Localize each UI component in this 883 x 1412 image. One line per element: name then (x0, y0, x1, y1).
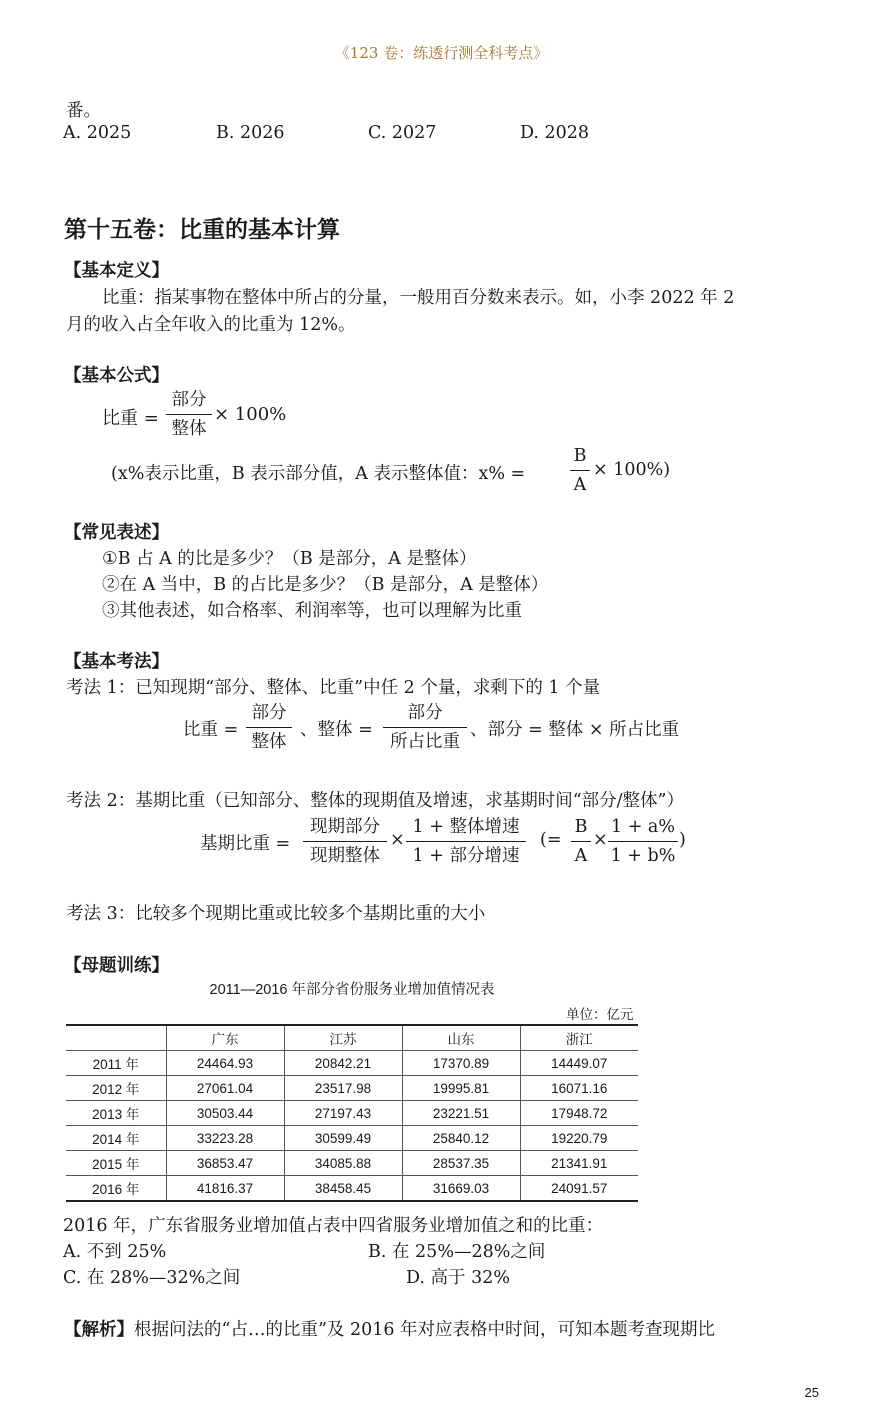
table-cell: 31669.03 (402, 1176, 520, 1202)
formula-fraction (166, 388, 212, 441)
fraction-denominator: 1 + 部分增速 (412, 846, 520, 866)
fraction-denominator: 所占比重 (390, 732, 460, 752)
method-1-ratio-fraction (246, 701, 292, 754)
expression-item-3: ③其他表述，如合格率、利润率等，也可以理解为比重 (102, 601, 522, 621)
formula-lhs: 比重 = (102, 408, 159, 429)
practice-heading: 【母题训练】 (64, 956, 169, 976)
table-header-row (66, 1025, 638, 1051)
table-row (66, 1176, 638, 1202)
column-header: 广东 (166, 1025, 284, 1051)
table-cell: 27197.43 (284, 1101, 402, 1126)
method-1-whole-lhs: 、整体 = (300, 720, 373, 740)
table-cell: 17948.72 (520, 1101, 638, 1126)
question-option-d: D. 高于 32% (406, 1268, 510, 1288)
fraction-bar (608, 841, 678, 842)
fraction-numerator: 现期部分 (310, 817, 380, 837)
page-number: 25 (804, 1385, 819, 1400)
fraction-bar (570, 470, 590, 471)
expressions-heading: 【常见表述】 (64, 523, 169, 543)
fraction-numerator: 部分 (251, 703, 287, 723)
definition-line-2: 月的收入占全年收入的比重为 12%。 (66, 315, 356, 335)
table-row (66, 1051, 638, 1076)
previous-question-tail: 番。 (66, 101, 101, 121)
methods-heading: 【基本考法】 (64, 652, 169, 672)
column-header: 江苏 (284, 1025, 402, 1051)
table-cell: 21341.91 (520, 1151, 638, 1176)
fraction-bar (246, 727, 292, 728)
fraction-bar (406, 841, 526, 842)
analysis-text: 根据问法的“占…的比重”及 2016 年对应表格中时间，可知本题考查现期比 (134, 1320, 716, 1340)
method-2-fraction-2 (406, 815, 526, 868)
question-option-b: B. 在 25%—28%之间 (368, 1242, 546, 1262)
table-cell: 19995.81 (402, 1076, 520, 1101)
table-cell: 2012 年 (66, 1076, 166, 1101)
table-cell: 16071.16 (520, 1076, 638, 1101)
question-option-c: C. 在 28%—32%之间 (63, 1268, 241, 1288)
table-cell: 2016 年 (66, 1176, 166, 1202)
fraction-denominator: 整体 (251, 732, 287, 752)
table-unit: 单位：亿元 (566, 1007, 634, 1022)
method-2-multiply-2: × (593, 830, 608, 850)
table-cell: 24091.57 (520, 1176, 638, 1202)
method-1-text: 考法 1：已知现期“部分、整体、比重”中任 2 个量，求剩下的 1 个量 (66, 678, 601, 698)
method-3-text: 考法 3：比较多个现期比重或比较多个基期比重的大小 (66, 904, 486, 924)
analysis-label: 【解析】 (64, 1320, 134, 1340)
expression-item-2: ②在 A 当中，B 的占比是多少？（B 是部分，A 是整体） (102, 575, 549, 595)
fraction-bar (303, 841, 387, 842)
option-b: B. 2026 (216, 123, 285, 143)
formula-heading: 【基本公式】 (64, 366, 169, 386)
table-cell: 27061.04 (166, 1076, 284, 1101)
fraction-denominator: 现期整体 (310, 846, 380, 866)
fraction-bar (166, 414, 212, 415)
table-cell: 41816.37 (166, 1176, 284, 1202)
fraction-bar (383, 727, 467, 728)
table-cell: 23517.98 (284, 1076, 402, 1101)
table-cell: 36853.47 (166, 1151, 284, 1176)
fraction-numerator: B (574, 817, 588, 837)
page-header: 《123 卷：练透行测全科考点》 (334, 44, 549, 62)
table-row (66, 1126, 638, 1151)
fraction-numerator: B (573, 446, 587, 466)
table-cell: 17370.89 (402, 1051, 520, 1076)
table-cell: 33223.28 (166, 1126, 284, 1151)
column-header: 山东 (402, 1025, 520, 1051)
method-1-part-formula: 、部分 = 整体 × 所占比重 (470, 720, 680, 740)
fraction-denominator: 整体 (171, 419, 207, 439)
fraction-denominator: A (573, 475, 587, 495)
option-c: C. 2027 (368, 123, 437, 143)
method-2-open-paren: (= (540, 830, 562, 850)
fraction-denominator: A (574, 846, 588, 866)
method-1-ratio-lhs: 比重 = (183, 720, 239, 740)
column-header (66, 1025, 166, 1051)
table-cell: 2014 年 (66, 1126, 166, 1151)
table-cell: 2015 年 (66, 1151, 166, 1176)
method-2-lhs: 基期比重 = (200, 834, 291, 854)
analysis-paragraph (64, 1316, 715, 1341)
table-cell: 24464.93 (166, 1051, 284, 1076)
table-cell: 28537.35 (402, 1151, 520, 1176)
fraction-bar (571, 841, 591, 842)
table-row (66, 1151, 638, 1176)
data-table (66, 1024, 638, 1202)
table-cell: 23221.51 (402, 1101, 520, 1126)
table-cell: 38458.45 (284, 1176, 402, 1202)
table-cell: 19220.79 (520, 1126, 638, 1151)
formula-note-prefix: (x%表示比重，B 表示部分值，A 表示整体值：x% = (111, 464, 526, 484)
method-2-fraction-4 (608, 815, 678, 868)
definition-heading: 【基本定义】 (64, 261, 169, 281)
question-option-a: A. 不到 25% (63, 1242, 167, 1262)
expression-item-1: ①B 占 A 的比是多少？（B 是部分，A 是整体） (102, 549, 477, 569)
method-2-fraction-1 (303, 815, 387, 868)
formula-note-fraction (570, 444, 590, 497)
table-cell: 30599.49 (284, 1126, 402, 1151)
table-row (66, 1101, 638, 1126)
fraction-numerator: 部分 (407, 703, 443, 723)
section-title: 第十五卷：比重的基本计算 (64, 217, 340, 243)
formula-tail: × 100% (214, 404, 287, 425)
table-title: 2011—2016 年部分省份服务业增加值情况表 (209, 982, 495, 998)
table-cell: 2011 年 (66, 1051, 166, 1076)
column-header: 浙江 (520, 1025, 638, 1051)
fraction-numerator: 1 + a% (611, 817, 675, 837)
method-2-text: 考法 2：基期比重（已知部分、整体的现期值及增速，求基期时间“部分/整体”） (66, 791, 684, 811)
table-row (66, 1076, 638, 1101)
table-cell: 14449.07 (520, 1051, 638, 1076)
table-cell: 20842.21 (284, 1051, 402, 1076)
method-2-close-paren: ) (679, 830, 686, 850)
table-cell: 25840.12 (402, 1126, 520, 1151)
formula-note-tail: × 100%) (593, 460, 671, 480)
fraction-numerator: 部分 (171, 390, 207, 410)
option-a: A. 2025 (63, 123, 132, 143)
table-cell: 30503.44 (166, 1101, 284, 1126)
method-1-whole-fraction (383, 701, 467, 754)
fraction-numerator: 1 + 整体增速 (412, 817, 520, 837)
method-2-multiply-1: × (390, 830, 405, 850)
option-d: D. 2028 (520, 123, 590, 143)
table-cell: 2013 年 (66, 1101, 166, 1126)
definition-line-1: 比重：指某事物在整体中所占的分量，一般用百分数来表示。如，小李 2022 年 2 (102, 288, 735, 308)
question-text: 2016 年，广东省服务业增加值占表中四省服务业增加值之和的比重： (63, 1216, 604, 1236)
table-cell: 34085.88 (284, 1151, 402, 1176)
fraction-denominator: 1 + b% (610, 846, 676, 866)
method-2-fraction-3 (571, 815, 591, 868)
